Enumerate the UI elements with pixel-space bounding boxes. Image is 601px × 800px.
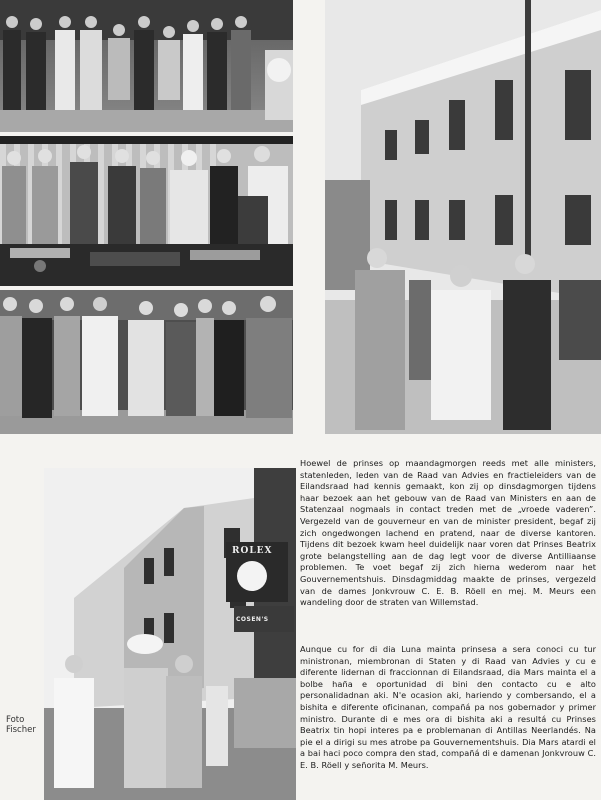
reception-group-illustration (0, 290, 293, 434)
willemstad-street-photo (44, 468, 296, 800)
signing-table-illustration (0, 136, 293, 286)
article-text-papiamentu: Aunque cu for di dia Luna mainta prinsesa a sera conoci cu tur ministronan, miembronan di Staten y di Raad van Advies y cu e diferente lidernan di fraccionnan di Eilandsraad, dia Mars mainta el a bolbe haña e oportunidad di bini den contacto cu e alto personalidadnan aki. N'e ocasion aki, hariendo y combersando, el a bishita e diferente oficinanan, compañá pa nos gobernador y primer ministro. Durante di e mes ora di bishita aki a resultá cu Prinses Beatrix tin hopi interes pa e problemanan di Antillas Neerlandés. Na pie el a dirigi su mes atrobe pa Gouvernementshuis. Dia Mars atardi el a bai haci poco compra den stad, compañá di e damenan Jonkvrouw C. E. B. Röell y señorita M. Meurs. (300, 644, 596, 770)
street-walk-illustration (325, 0, 601, 434)
street-walk-photo (325, 0, 601, 434)
rolex-sign: ROLEX (232, 546, 273, 556)
ceremony-group-photo (0, 0, 293, 132)
photo-credit-line1: Foto (6, 715, 25, 725)
reception-group-photo (0, 290, 293, 434)
photo-credit-line2: Fischer (6, 725, 36, 735)
signing-table-photo (0, 136, 293, 286)
photo-credit (6, 715, 36, 735)
willemstad-street-illustration (44, 468, 296, 800)
article-text-dutch: Hoewel de prinses op maandagmorgen reeds met alle ministers, statenleden, leden van de Raad van Advies en fractieleiders van de Eilandsraad had kennis gemaakt, kon zij op dinsdagmorgen tijdens haar bezoek aan het gebouw van de Raad van Ministers en aan de Statenzaal nogmaals in contact treden met de „vroede vaderen”. Vergezeld van de gouverneur en van de minister president, begaf zij zich ongedwongen lachend en pratend, naar de diverse kantoren. Tijdens dit bezoek kwam heel duidelijk naar voren dat Prinses Beatrix grote belangstelling aan de dag legt voor de diverse Antilliaanse problemen. Te voet begaf zij zich hierna wederom naar het Gouvernementshuis. Dinsdagmiddag maakte de prinses, vergezeld van de dames Jonkvrouw C. E. B. Röell en mej. M. Meurs een wandeling door de straten van Willemstad. (300, 458, 596, 608)
ceremony-group-illustration (0, 0, 293, 132)
cosens-sign: COSEN'S (236, 616, 269, 623)
